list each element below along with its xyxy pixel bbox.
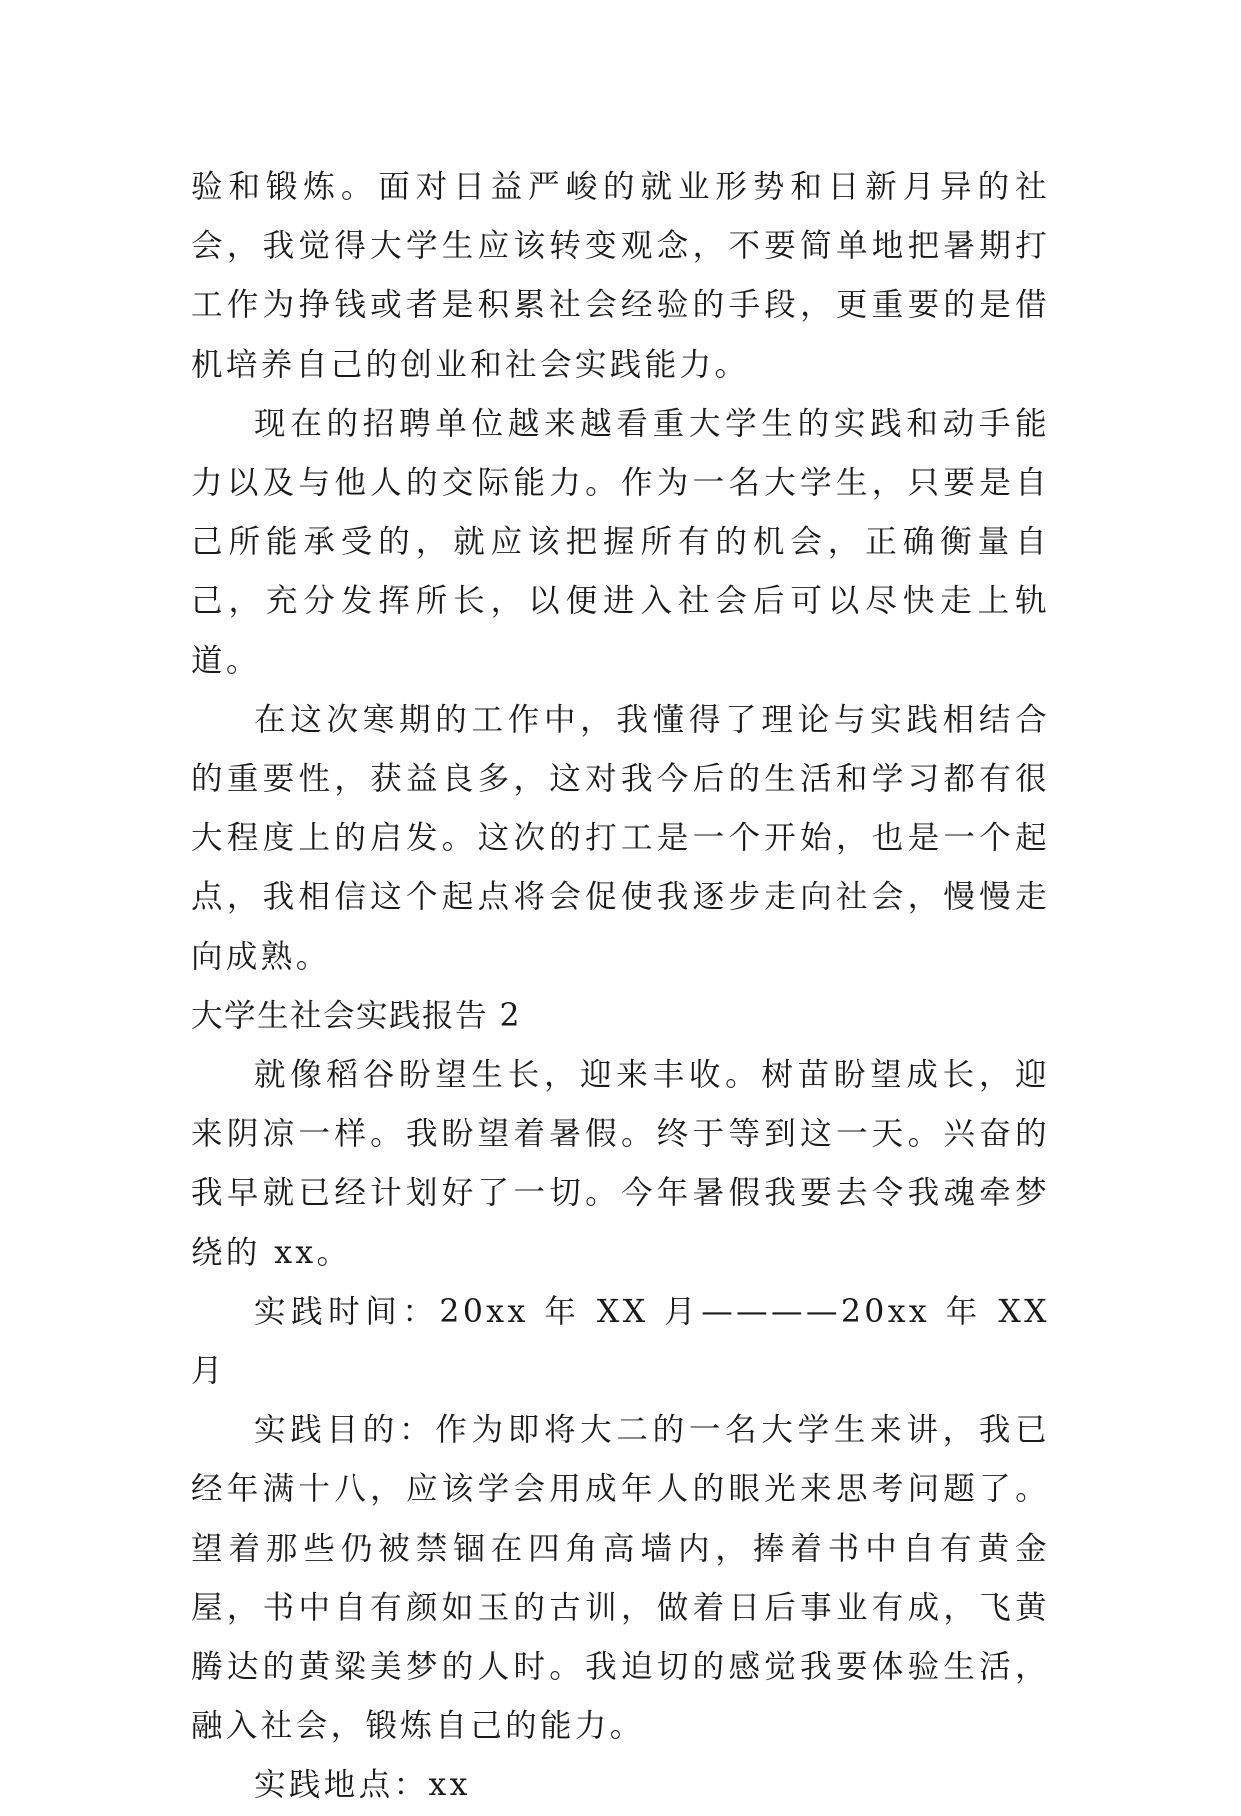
paragraph-continuation: 验和锻炼。面对日益严峻的就业形势和日新月异的社会，我觉得大学生应该转变观念，不要简单地把暑期打工作为挣钱或者是积累社会经验的手段，更重要的是借机培养自己的创业和社会实践能力。 [191, 169, 1050, 383]
practice-time: 实践时间：20xx 年 XX 月————20xx 年 XX 月 [191, 1293, 1050, 1390]
document-body [191, 158, 1050, 1816]
practice-purpose: 实践目的：作为即将大二的一名大学生来讲，我已经年满十八，应该学会用成年人的眼光来思考问题了。望着那些仍被禁锢在四角高墙内，捧着书中自有黄金屋，书中自有颜如玉的古训，做着日后事业有成，飞黄腾达的黄粱美梦的人时。我迫切的感觉我要体验生活，融入社会，锻炼自己的能力。 [191, 1412, 1050, 1745]
paragraph-recruitment: 现在的招聘单位越来越看重大学生的实践和动手能力以及与他人的交际能力。作为一名大学生，只要是自己所能承受的，就应该把握所有的机会，正确衡量自己，充分发挥所长，以便进入社会后可以尽快走上轨道。 [191, 405, 1050, 679]
practice-location: 实践地点：xx [254, 1767, 471, 1804]
paragraph-summer-plan: 就像稻谷盼望生长，迎来丰收。树苗盼望成长，迎来阴凉一样。我盼望着暑假。终于等到这一天。兴奋的我早就已经计划好了一切。今年暑假我要去令我魂牵梦绕的 xx。 [191, 1057, 1050, 1271]
paragraph-winter-work: 在这次寒期的工作中，我懂得了理论与实践相结合的重要性，获益良多，这对我今后的生活和学习都有很大程度上的启发。这次的打工是一个开始，也是一个起点，我相信这个起点将会促使我逐步走向社会，慢慢走向成熟。 [191, 701, 1050, 975]
section-heading: 大学生社会实践报告 2 [191, 997, 522, 1034]
